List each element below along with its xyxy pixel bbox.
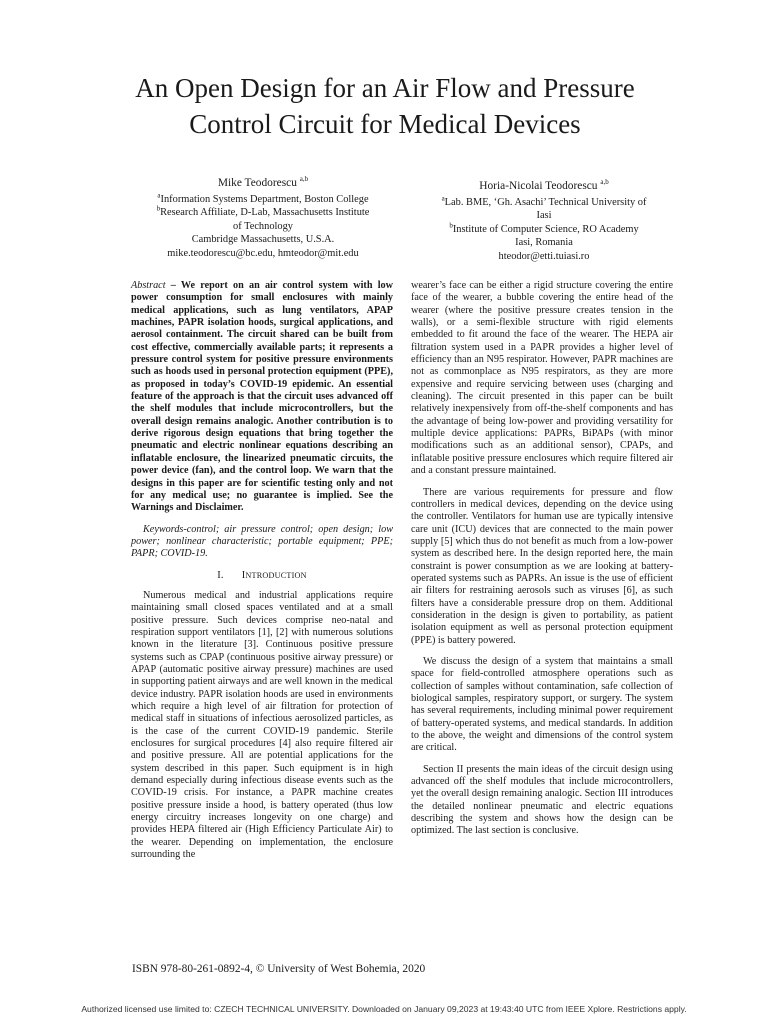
author-email[interactable]: hteodor@etti.tuiasi.ro (498, 250, 590, 262)
author-location: Cambridge Massachusetts, U.S.A. (191, 234, 335, 246)
author-name: Horia-Nicolai Teodorescu $^{a,b}$ (479, 178, 609, 192)
author-email[interactable]: mike.teodorescu@bc.edu, hmteodor@mit.edu (167, 247, 359, 259)
abstract: Abstract – We report on an air control system with low power consumption for small enclosures with mainly medical applications, such as lung ventilators, APAP machines, PAPR isolation hoods, surgical applications, and aerosol containment. The circuit shared can be built from cost effective, commercially available parts; it represents a pressure control system for positive pressure environments such as hoods used in personal protection equipment (PPE), as proposed in today’s COVID-19 epidemic. An essential feature of the approach is that the circuit uses advanced off the shelf modules that include microcontrollers, but the overall design remains analogic. Another contribution is to derive rigorous design equations that bring together the pneumatic and electric nonlinear equations describing an inflatable enclosure, the linearized pneumatic circuits, the power device (fan), and the control loop. We warn that the designs in this paper are for scientific testing only and not for any medical use; no guarantee is implied. See the Warnings and Disclaimer. (131, 280, 393, 514)
body-paragraph: wearer’s face can be either a rigid structure covering the entire face of the wearer, a bubble covering the entire head of the wearer (where the positive pressure creates tension in the walls), or a semi-flexible structure with rigid elements embedded to fit around the face of the wearer. The HEPA air filtration system used in a PAPR provides a higher level of efficiency than an N95 respirator. However, PAPR machines are not as commonplace as N95 respirators, as they are more expensive and require servicing between uses (charging and cleaning). The circuit presented in this paper can be built relatively inexpensively from off-the-shelf components and has the advantage of being low-power and providing versatility for multiple device applications: PAPRs, BiPAPs (with minor modifications such as an additional sensor), CPAPs, and inflatable positive pressure enclosures which require filtered air and a constant pressure maintained. (411, 280, 673, 477)
paper-title (100, 70, 670, 142)
isbn-footer: ISBN 978-80-261-0892-4, © University of West Bohemia, 2020 (132, 963, 426, 975)
body-paragraph: We discuss the design of a system that maintains a small space for field-controlled atmosphere operations such as collection of samples without contamination, safe collection of biological samples, respiratory support, or surgery. The system has several requirements, including minimal power requirement of battery-operated systems, and medical standards. In addition to the above, the weight and dimensions of the control system are critical. (411, 655, 673, 754)
body-paragraph: There are various requirements for pressure and flow controllers in medical devices, depending on the device using the controller. Ventilators for human use are typically intensive care unit (ICU) devices that are connected to the main power supply [5] which thus do not benefit as much from a low-power system as described here. In the design reported here, the main constraint is power consumption as we are looking at battery-operated systems such as PAPRs. An issue is the use of efficient air filters for restraining aerosols such as viruses [6], as such filters have a considerable pressure drop on them. Additional consideration in the design is given to portability, as patient isolation equipment as well as personal protection equipment (PPE) is battery powered. (411, 486, 673, 646)
author-name: Mike Teodorescu $^{a,b}$ (217, 175, 309, 189)
author-block-left (118, 176, 408, 260)
abstract-text: We report on an air control system with low power consumption for small enclosures with mainly medical applications, such as lung ventilators, APAP machines, PAPR isolation hoods, surgical applications, and aerosol containment. The circuit shared can be built from cost effective, commercially available parts; it represents a pressure control system for positive pressure environments such as hoods used in personal protection equipment (PPE), as proposed in today’s COVID-19 epidemic. An essential feature of the approach is that the circuit uses advanced off the shelf modules that include microcontrollers, but the overall design remains analogic. Another contribution is to derive rigorous design equations that bring together the pneumatic and electric nonlinear equations describing an inflatable enclosure, the linearized pneumatic circuits, the power device (fan), and the control loop. We warn that the designs in this paper are for scientific testing only and not for any medical use; no guarantee is implied. See the Warnings and Disclaimer. (131, 280, 393, 514)
right-column (411, 280, 673, 847)
author-block-right (408, 179, 680, 263)
author-affiliation: $^a$Lab. BME, ‘Gh. Asachi’ Technical University of (441, 194, 647, 208)
section-heading-introduction: I. INTRODUCTION (217, 569, 307, 581)
left-column (131, 280, 393, 870)
body-paragraph: Numerous medical and industrial applications require maintaining small closed spaces ventilated and at a small positive pressure. Such devices comprise neo-natal and respiration support ventilators [1], [2] with numerous solutions known in the literature [3]. Continuous positive pressure systems such as CPAP (continuous positive airway pressure) or APAP (automatic positive airway pressure) machines are used in supporting patient airways and are well known in the medical device industry. PAPR isolation hoods are used in environments which require a high level of air filtration for protection of medical staff in situations of infectious aerosolized particles, as is the case of the current COVID-19 pandemic. Sterile enclosures for surgical procedures [4] also require filtered air and positive pressure. All are potential applications for the system described in this paper. Such equipment is in high demand especially during infectious disease events such as the COVID-19 crisis. For instance, a PAPR machine creates positive pressure inside a hood, is battery operated (thus low energy circuitry increases longevity on one charge) and provides HEPA filtered air (High Efficiency Particulate Air) to the wearer. Depending on implementation, the enclosure surrounding the (131, 589, 393, 861)
author-affiliation: $^a$Information Systems Department, Boston College (157, 191, 369, 205)
author-affiliation-cont: of Technology (233, 220, 293, 232)
author-location: Iasi, Romania (515, 237, 573, 249)
title-line-2: Control Circuit for Medical Devices (189, 109, 581, 139)
abstract-label: Abstract (131, 280, 166, 291)
title-line-1: An Open Design for an Air Flow and Pressure (135, 73, 635, 103)
body-paragraph: Section II presents the main ideas of the circuit design using advanced off the shelf modules that include microcontrollers, yet the overall design remaining analogic. Section III introduces the detailed nonlinear pneumatic and electric equations describing the system and shows how the design can be optimized. The last section is conclusive. (411, 763, 673, 837)
license-footer: Authorized licensed use limited to: CZECH TECHNICAL UNIVERSITY. Downloaded on January 09,2023 at 19:43:40 UTC from IEEE Xplore. Restrictions apply. (81, 1004, 687, 1014)
author-affiliation: $^b$Research Affiliate, D-Lab, Massachusetts Institute (156, 204, 370, 219)
author-affiliation-cont: Iasi (536, 210, 552, 222)
author-affiliation: $^b$Institute of Computer Science, RO Academy (449, 221, 639, 235)
keywords: Keywords-control; air pressure control; open design; low power; nonlinear characteristic; portable equipment; PPE; PAPR; COVID-19. (131, 523, 393, 560)
